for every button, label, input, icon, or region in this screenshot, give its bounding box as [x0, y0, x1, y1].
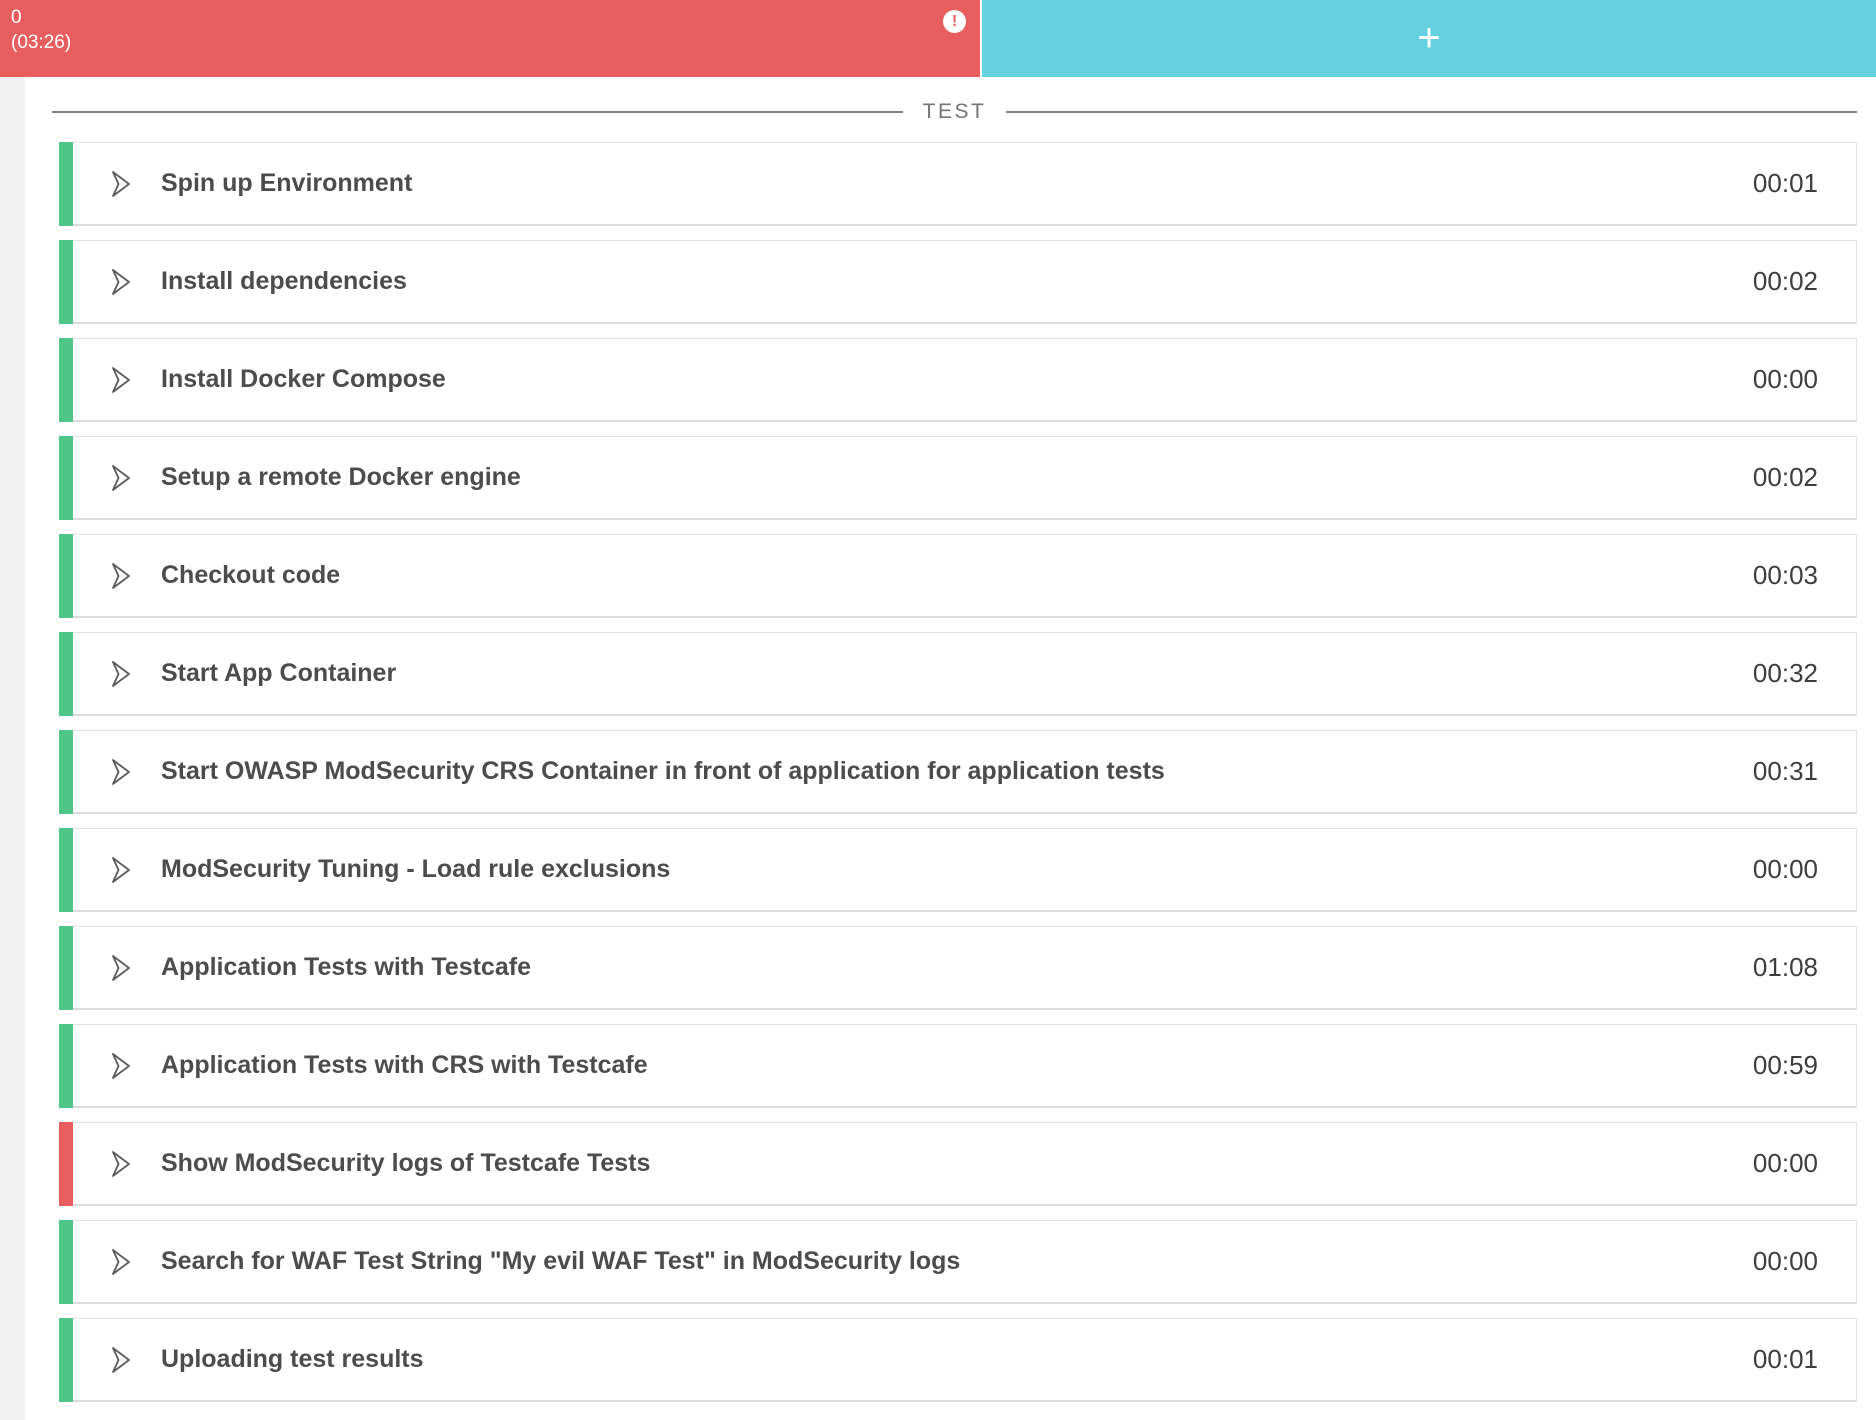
expand-chevron-icon: [108, 953, 132, 983]
step-row[interactable]: [59, 142, 1857, 226]
step-name: Start OWASP ModSecurity CRS Container in front of application for application tests: [161, 757, 1165, 785]
step-name: Start App Container: [161, 659, 397, 687]
step-list: [59, 142, 1857, 1402]
step-duration: 00:03: [1752, 560, 1818, 590]
step-row[interactable]: [59, 1318, 1857, 1402]
build-tabbar: [0, 0, 1876, 77]
step-row[interactable]: [59, 1122, 1857, 1206]
step-row[interactable]: [59, 1220, 1857, 1304]
section-title: TEST: [922, 100, 987, 123]
step-duration: 00:59: [1752, 1050, 1818, 1080]
divider-line-right: [1006, 111, 1857, 113]
status-bar: [59, 142, 73, 226]
step-row[interactable]: [59, 632, 1857, 716]
step-name: Uploading test results: [161, 1345, 424, 1373]
step-row[interactable]: [59, 240, 1857, 324]
step-duration: 00:32: [1752, 658, 1818, 688]
step-row[interactable]: [59, 1024, 1857, 1108]
add-tab-button[interactable]: [982, 0, 1876, 77]
step-row[interactable]: [59, 338, 1857, 422]
failed-count: 0: [11, 7, 22, 28]
expand-chevron-icon: [108, 757, 132, 787]
step-row[interactable]: [59, 828, 1857, 912]
status-bar: [59, 1024, 73, 1108]
expand-chevron-icon: [108, 267, 132, 297]
step-duration: 00:01: [1752, 168, 1818, 198]
expand-chevron-icon: [108, 1051, 132, 1081]
expand-chevron-icon: [108, 1247, 132, 1277]
step-duration: 00:00: [1752, 1246, 1818, 1276]
status-bar: [59, 730, 73, 814]
step-name: Install Docker Compose: [161, 365, 446, 393]
tab-failed-build[interactable]: [0, 0, 980, 77]
status-bar: [59, 632, 73, 716]
step-row[interactable]: [59, 730, 1857, 814]
step-duration: 00:02: [1752, 266, 1818, 296]
step-name: Application Tests with Testcafe: [161, 953, 531, 981]
step-name: Spin up Environment: [161, 169, 413, 197]
expand-chevron-icon: [108, 1345, 132, 1375]
step-duration: 00:00: [1752, 854, 1818, 884]
status-bar: [59, 828, 73, 912]
status-bar: [59, 240, 73, 324]
section-divider: [52, 99, 1857, 125]
step-name: Checkout code: [161, 561, 341, 589]
step-duration: 00:00: [1752, 1148, 1818, 1178]
build-time: (03:26): [11, 32, 72, 53]
expand-chevron-icon: [108, 463, 132, 493]
step-duration: 00:02: [1752, 462, 1818, 492]
step-duration: 00:31: [1752, 756, 1818, 786]
step-duration: 00:01: [1752, 1344, 1818, 1374]
step-duration: 00:00: [1752, 364, 1818, 394]
divider-line-left: [52, 111, 903, 113]
status-bar: [59, 338, 73, 422]
expand-chevron-icon: [108, 169, 132, 199]
left-rail: [0, 77, 25, 1420]
step-name: Application Tests with CRS with Testcafe: [161, 1051, 648, 1079]
step-row[interactable]: [59, 436, 1857, 520]
status-bar: [59, 1318, 73, 1402]
status-bar: [59, 926, 73, 1010]
expand-chevron-icon: [108, 659, 132, 689]
plus-icon: +: [1417, 16, 1441, 60]
step-row[interactable]: [59, 534, 1857, 618]
status-bar: [59, 1220, 73, 1304]
expand-chevron-icon: [108, 561, 132, 591]
step-name: Show ModSecurity logs of Testcafe Tests: [161, 1149, 651, 1177]
status-bar: [59, 436, 73, 520]
step-duration: 01:08: [1752, 952, 1818, 982]
step-name: Install dependencies: [161, 267, 407, 295]
step-name: ModSecurity Tuning - Load rule exclusions: [161, 855, 671, 883]
alert-circle-icon: !: [943, 10, 966, 33]
expand-chevron-icon: [108, 855, 132, 885]
expand-chevron-icon: [108, 1149, 132, 1179]
status-bar: [59, 1122, 73, 1206]
step-name: Setup a remote Docker engine: [161, 463, 521, 491]
status-bar: [59, 534, 73, 618]
step-row[interactable]: [59, 926, 1857, 1010]
expand-chevron-icon: [108, 365, 132, 395]
step-name: Search for WAF Test String "My evil WAF Test" in ModSecurity logs: [161, 1247, 961, 1275]
